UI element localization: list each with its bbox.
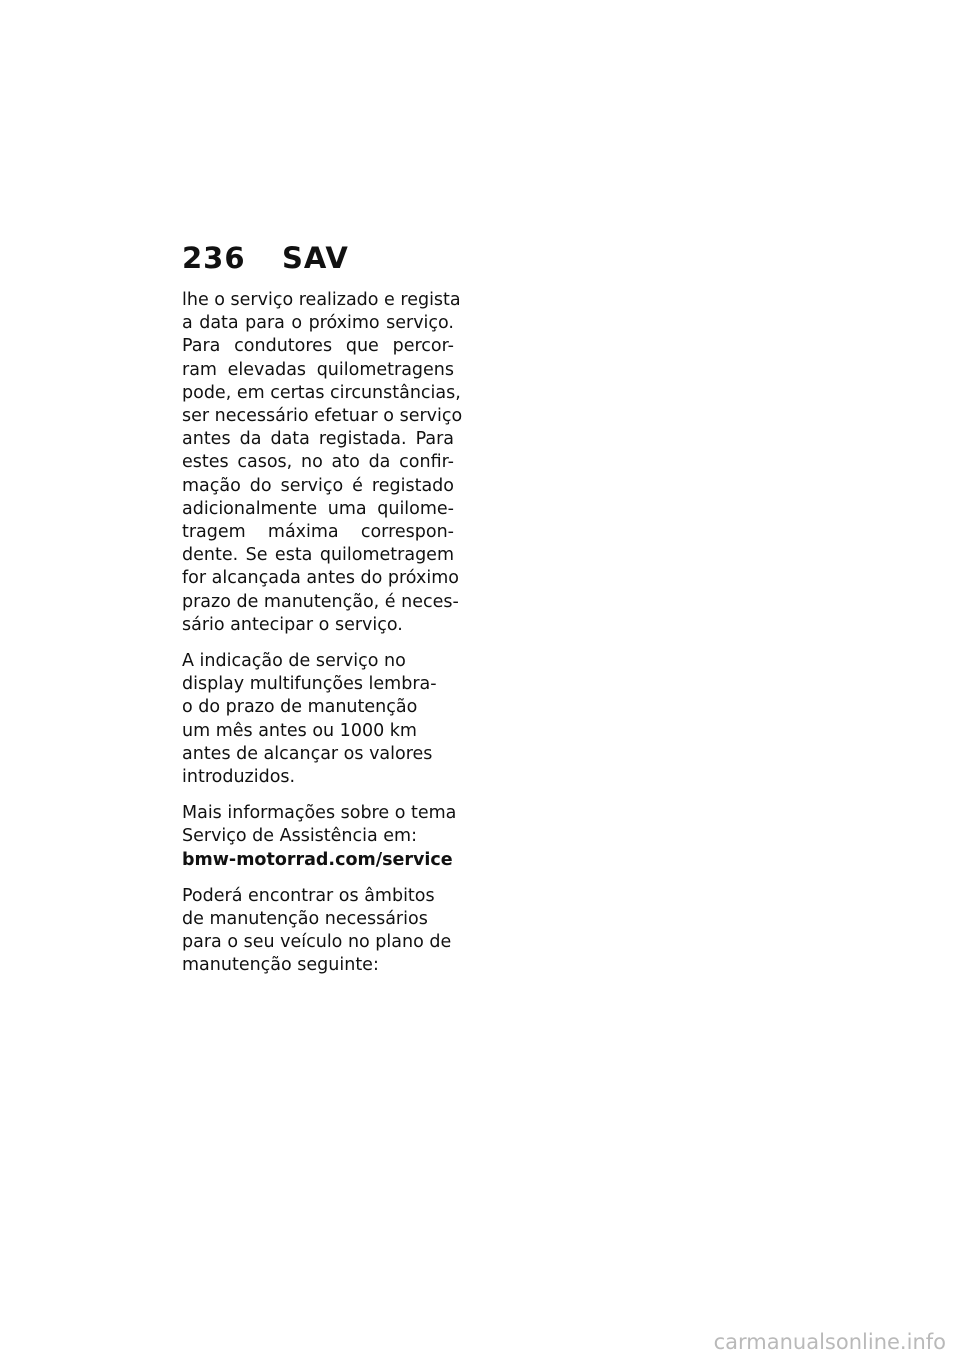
service-website-link[interactable]: bmw-motorrad.com/service xyxy=(182,849,453,870)
text-line: Serviço de Assistência em: xyxy=(182,826,418,847)
text-line: estes casos, no ato da confir- xyxy=(182,452,454,473)
text-line: introduzidos. xyxy=(182,767,296,788)
text-line: Poderá encontrar os âmbitos xyxy=(182,885,435,906)
text-line: display multifunções lembra- xyxy=(182,674,437,695)
text-line: adicionalmente uma quilome- xyxy=(182,498,454,519)
paragraph-service-indicator xyxy=(182,650,454,789)
text-line: ser necessário efetuar o serviço xyxy=(182,406,463,427)
text-line: prazo de manutenção, é neces- xyxy=(182,591,459,612)
text-line: antes de alcançar os valores xyxy=(182,743,433,764)
text-line: o do prazo de manutenção xyxy=(182,697,418,718)
text-line: lhe o serviço realizado e regista xyxy=(182,290,461,310)
text-line: for alcançada antes do próximo xyxy=(182,568,459,589)
section-title: SAV xyxy=(282,241,349,275)
text-line: mação do serviço é registado xyxy=(182,475,454,496)
text-line: de manutenção necessários xyxy=(182,909,428,930)
text-line: Mais informações sobre o tema xyxy=(182,803,457,824)
text-line: pode, em certas circunstâncias, xyxy=(182,382,461,403)
text-line: manutenção seguinte: xyxy=(182,955,379,976)
text-column xyxy=(182,289,463,991)
text-line: A indicação de serviço no xyxy=(182,651,406,672)
text-line: um mês antes ou 1000 km xyxy=(182,720,417,741)
text-line: Para condutores que percor- xyxy=(182,336,454,357)
paragraph-more-info xyxy=(182,802,457,872)
watermark: carmanualsonline.info xyxy=(713,1330,946,1354)
text-line: para o seu veículo no plano de xyxy=(182,932,452,953)
text-line: ram elevadas quilometragens xyxy=(182,359,454,380)
text-line: antes da data registada. Para xyxy=(182,429,454,450)
text-line: a data para o próximo serviço. xyxy=(182,313,454,334)
text-line: sário antecipar o serviço. xyxy=(182,614,403,635)
paragraph-maintenance-scope xyxy=(182,885,454,978)
page-number: 236 xyxy=(182,241,246,275)
text-line: dente. Se esta quilometragem xyxy=(182,545,454,566)
paragraph-service-record xyxy=(182,289,463,637)
text-line: tragem máxima correspon- xyxy=(182,522,454,543)
